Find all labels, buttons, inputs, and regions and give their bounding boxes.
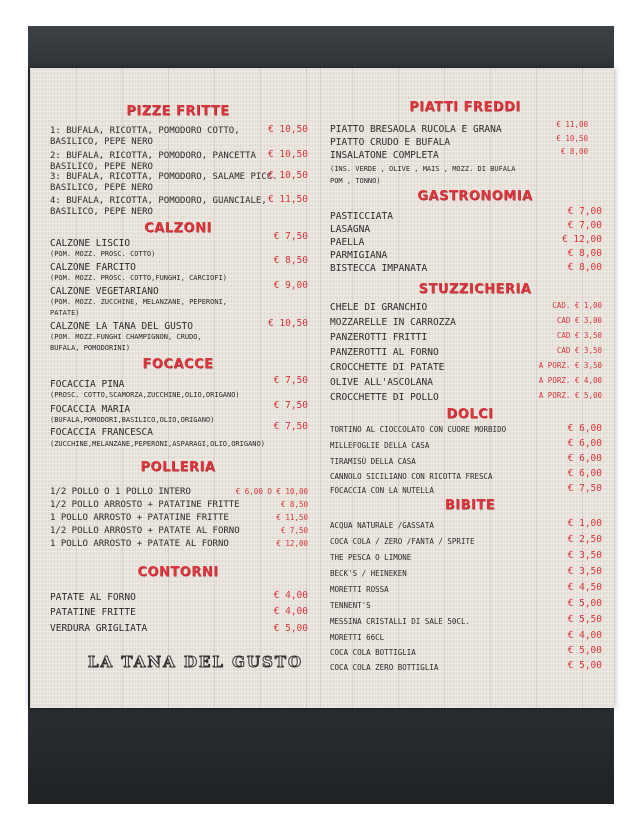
calzone-tana-price: € 10,50 [267, 318, 308, 329]
stuzzicheria-5-price: A PORZ. € 3,50 [538, 361, 602, 370]
bibita-4-name: BECK'S / HEINEKEN [330, 569, 407, 578]
gastronomia-1-name: PASTICCIATA [330, 211, 393, 222]
heading-bibite: BIBITE [444, 498, 496, 513]
piatto-freddo-3-price: € 8,00 [560, 147, 588, 156]
bibita-6-price: € 5,00 [567, 598, 602, 609]
contorno-3-name: VERDURA GRIGLIATA [50, 623, 148, 634]
calzone-vegetariano-name: CALZONE VEGETARIANO [50, 286, 159, 297]
polleria-2-price: € 8,50 [280, 500, 308, 509]
bibita-1-name: ACQUA NATURALE /GASSATA [330, 521, 434, 530]
dolce-1-name: TORTINO AL CIOCCOLATO CON CUORE MORBIDO [330, 425, 507, 434]
polleria-5-price: € 12,00 [276, 539, 308, 548]
stuzzicheria-2-price: CAD € 3,00 [556, 316, 602, 325]
dolce-4-name: CANNOLO SICILIANO CON RICOTTA FRESCA [330, 472, 493, 481]
focaccia-francesca-name: FOCACCIA FRANCESCA [50, 427, 153, 438]
polleria-1-name: 1/2 POLLO O 1 POLLO INTERO [50, 487, 191, 497]
stuzzicheria-4-name: PANZEROTTI AL FORNO [330, 347, 439, 358]
focaccia-maria-price: € 7,50 [273, 400, 308, 411]
pizza-fritta-1-price: € 10,50 [267, 124, 308, 135]
menu-sheet [30, 68, 614, 708]
dolce-5-price: € 7,50 [567, 483, 602, 494]
dolce-4-price: € 6,00 [567, 468, 602, 479]
pizza-fritta-3-price: € 10,50 [267, 170, 308, 181]
polleria-4-name: 1/2 POLLO ARROSTO + PATATE AL FORNO [50, 526, 240, 536]
heading-gastronomia: GASTRONOMIA [417, 189, 533, 204]
heading-focacce: FOCACCE [142, 357, 214, 372]
contorno-2-price: € 4,00 [273, 606, 308, 617]
piatto-freddo-1-name: PIATTO BRESAOLA RUCOLA E GRANA [330, 124, 502, 135]
stuzzicheria-1-price: CAD. € 1,00 [552, 301, 602, 310]
insalatone-note-line1: (INS. VERDE , OLIVE , MAIS , MOZZ. DI BUFALA [330, 165, 516, 173]
contorno-1-price: € 4,00 [273, 590, 308, 601]
gastronomia-5-price: € 8,00 [567, 262, 602, 273]
gastronomia-2-price: € 7,00 [567, 220, 602, 231]
bibita-3-name: THE PESCA O LIMONE [330, 553, 412, 562]
contorno-1-name: PATATE AL FORNO [50, 592, 136, 603]
calzone-tana-desc: (POM. MOZZ.FUNGHI CHAMPIGNON, CRUDO, [50, 333, 202, 341]
calzone-tana-name: CALZONE LA TANA DEL GUSTO [50, 321, 193, 332]
pizza-fritta-4-line1: 4: BUFALA, RICOTTA, POMODORO, GUANCIALE, [50, 196, 267, 206]
bibita-3-price: € 3,50 [567, 550, 602, 561]
dolce-5-name: FOCACCIA CON LA NUTELLA [330, 486, 434, 495]
calzone-farcito-name: CALZONE FARCITO [50, 262, 136, 273]
dolce-2-price: € 6,00 [567, 438, 602, 449]
calzone-liscio-name: CALZONE LISCIO [50, 238, 131, 249]
bibita-5-name: MORETTI ROSSA [330, 585, 389, 594]
gastronomia-2-name: LASAGNA [330, 224, 371, 235]
piatto-freddo-2-price: € 10,50 [556, 134, 588, 143]
pizza-fritta-2-line1: 2: BUFALA, RICOTTA, POMODORO, PANCETTA [50, 151, 256, 161]
heading-dolci: DOLCI [446, 407, 494, 422]
calzone-vegetariano-price: € 9,00 [273, 280, 308, 291]
stuzzicheria-6-name: OLIVE ALL'ASCOLANA [330, 377, 433, 388]
polleria-3-name: 1 POLLO ARROSTO + PATATINE FRITTE [50, 513, 229, 523]
bibita-9-name: COCA COLA BOTTIGLIA [330, 648, 416, 657]
stuzzicheria-3-name: PANZEROTTI FRITTI [330, 332, 428, 343]
calzone-farcito-price: € 8,50 [273, 255, 308, 266]
gastronomia-3-price: € 12,00 [561, 234, 602, 245]
calzone-tana-desc2: BUFALA, POMODORINI) [50, 344, 131, 352]
bibita-8-name: MORETTI 66CL [330, 633, 385, 642]
stuzzicheria-3-price: CAD € 3,50 [556, 331, 602, 340]
gastronomia-1-price: € 7,00 [567, 206, 602, 217]
polleria-4-price: € 7,50 [280, 526, 308, 535]
stuzzicheria-7-price: A PORZ. € 5,00 [538, 391, 602, 400]
calzone-liscio-price: € 7,50 [273, 231, 308, 242]
bibita-7-price: € 5,50 [567, 614, 602, 625]
polleria-2-name: 1/2 POLLO ARROSTO + PATATINE FRITTE [50, 500, 240, 510]
calzone-liscio-desc: (POM. MOZZ. PROSC. COTTO) [50, 250, 156, 258]
bibita-5-price: € 4,50 [567, 582, 602, 593]
dolce-3-name: TIRAMISÙ DELLA CASA [330, 457, 416, 466]
heading-stuzzicheria: STUZZICHERIA [418, 282, 532, 297]
bibita-2-price: € 2,50 [567, 534, 602, 545]
bibita-9-price: € 5,00 [567, 645, 602, 656]
heading-pizze-fritte: PIZZE FRITTE [126, 104, 230, 119]
polleria-3-price: € 11,50 [276, 513, 308, 522]
menu-fold [320, 68, 322, 708]
focaccia-francesca-desc: (ZUCCHINE,MELANZANE,PEPERONI,ASPARAGI,OLIO,ORIGANO) [50, 440, 265, 448]
focaccia-francesca-price: € 7,50 [273, 421, 308, 432]
heading-polleria: POLLERIA [140, 460, 216, 475]
dolce-2-name: MILLEFOGLIE DELLA CASA [330, 441, 430, 450]
insalatone-note-line2: POM , TONNO) [330, 177, 381, 185]
pizza-fritta-1-line2: BASILICO, PEPE NERO [50, 137, 153, 147]
focaccia-pina-desc: (PROSC. COTTO,SCAMORZA,ZUCCHINE,OLIO,ORIGANO) [50, 391, 240, 399]
pizza-fritta-3-line1: 3: BUFALA, RICOTTA, POMODORO, SALAME PICC. [50, 172, 278, 182]
bibita-2-name: COCA COLA / ZERO /FANTA / SPRITE [330, 537, 475, 546]
calzone-vegetariano-desc2: PATATE) [50, 309, 80, 317]
restaurant-logo: LA TANA DEL GUSTO [88, 653, 304, 671]
bibita-6-name: TENNENT'S [330, 601, 371, 610]
piatto-freddo-1-price: € 11,00 [556, 120, 588, 129]
gastronomia-5-name: BISTECCA IMPANATA [330, 263, 428, 274]
gastronomia-4-name: PARMIGIANA [330, 250, 388, 261]
bibita-4-price: € 3,50 [567, 566, 602, 577]
dolce-1-price: € 6,00 [567, 423, 602, 434]
bibita-7-name: MESSINA CRISTALLI DI SALE 50CL. [330, 617, 470, 626]
heading-contorni: CONTORNI [137, 565, 219, 580]
focaccia-maria-desc: (BUFALA,POMODORI,BASILICO,OLIO,ORIGANO) [50, 416, 215, 424]
stuzzicheria-6-price: A PORZ. € 4,00 [538, 376, 602, 385]
pizza-fritta-2-line2: BASILICO, PEPE NERO [50, 162, 153, 172]
piatto-freddo-3-name: INSALATONE COMPLETA [330, 150, 439, 161]
focaccia-pina-price: € 7,50 [273, 375, 308, 386]
dolce-3-price: € 6,00 [567, 453, 602, 464]
calzone-farcito-desc: (POM. MOZZ. PROSC. COTTO,FUNGHI, CARCIOFI) [50, 274, 228, 282]
gastronomia-4-price: € 8,00 [567, 248, 602, 259]
focaccia-maria-name: FOCACCIA MARIA [50, 404, 131, 415]
stuzzicheria-7-name: CROCCHETTE DI POLLO [330, 392, 439, 403]
focaccia-pina-name: FOCACCIA PINA [50, 379, 125, 390]
heading-calzoni: CALZONI [144, 221, 212, 236]
stuzzicheria-4-price: CAD € 3,50 [556, 346, 602, 355]
polleria-5-name: 1 POLLO ARROSTO + PATATE AL FORNO [50, 539, 229, 549]
calzone-vegetariano-desc: (POM. MOZZ. ZUCCHINE, MELANZANE, PEPERONI, [50, 298, 228, 306]
pizza-fritta-4-price: € 11,50 [267, 194, 308, 205]
bibita-10-price: € 5,00 [567, 660, 602, 671]
polleria-1-price: € 6,00 O € 10,00 [235, 487, 308, 496]
pizza-fritta-3-line2: BASILICO, PEPE NERO [50, 183, 153, 193]
pizza-fritta-2-price: € 10,50 [267, 149, 308, 160]
bibita-1-price: € 1,00 [567, 518, 602, 529]
stuzzicheria-5-name: CROCCHETTE DI PATATE [330, 362, 445, 373]
heading-piatti-freddi: PIATTI FREDDI [409, 100, 521, 115]
bibita-8-price: € 4,00 [567, 630, 602, 641]
bibita-10-name: COCA COLA ZERO BOTTIGLIA [330, 663, 439, 672]
contorno-3-price: € 5,00 [273, 623, 308, 634]
contorno-2-name: PATATINE FRITTE [50, 607, 136, 618]
piatto-freddo-2-name: PIATTO CRUDO E BUFALA [330, 137, 451, 148]
stuzzicheria-2-name: MOZZARELLE IN CARROZZA [330, 317, 456, 328]
gastronomia-3-name: PAELLA [330, 237, 365, 248]
pizza-fritta-4-line2: BASILICO, PEPE NERO [50, 207, 153, 217]
stuzzicheria-1-name: CHELE DI GRANCHIO [330, 302, 428, 313]
pizza-fritta-1-line1: 1: BUFALA, RICOTTA, POMODORO COTTO, [50, 126, 240, 136]
